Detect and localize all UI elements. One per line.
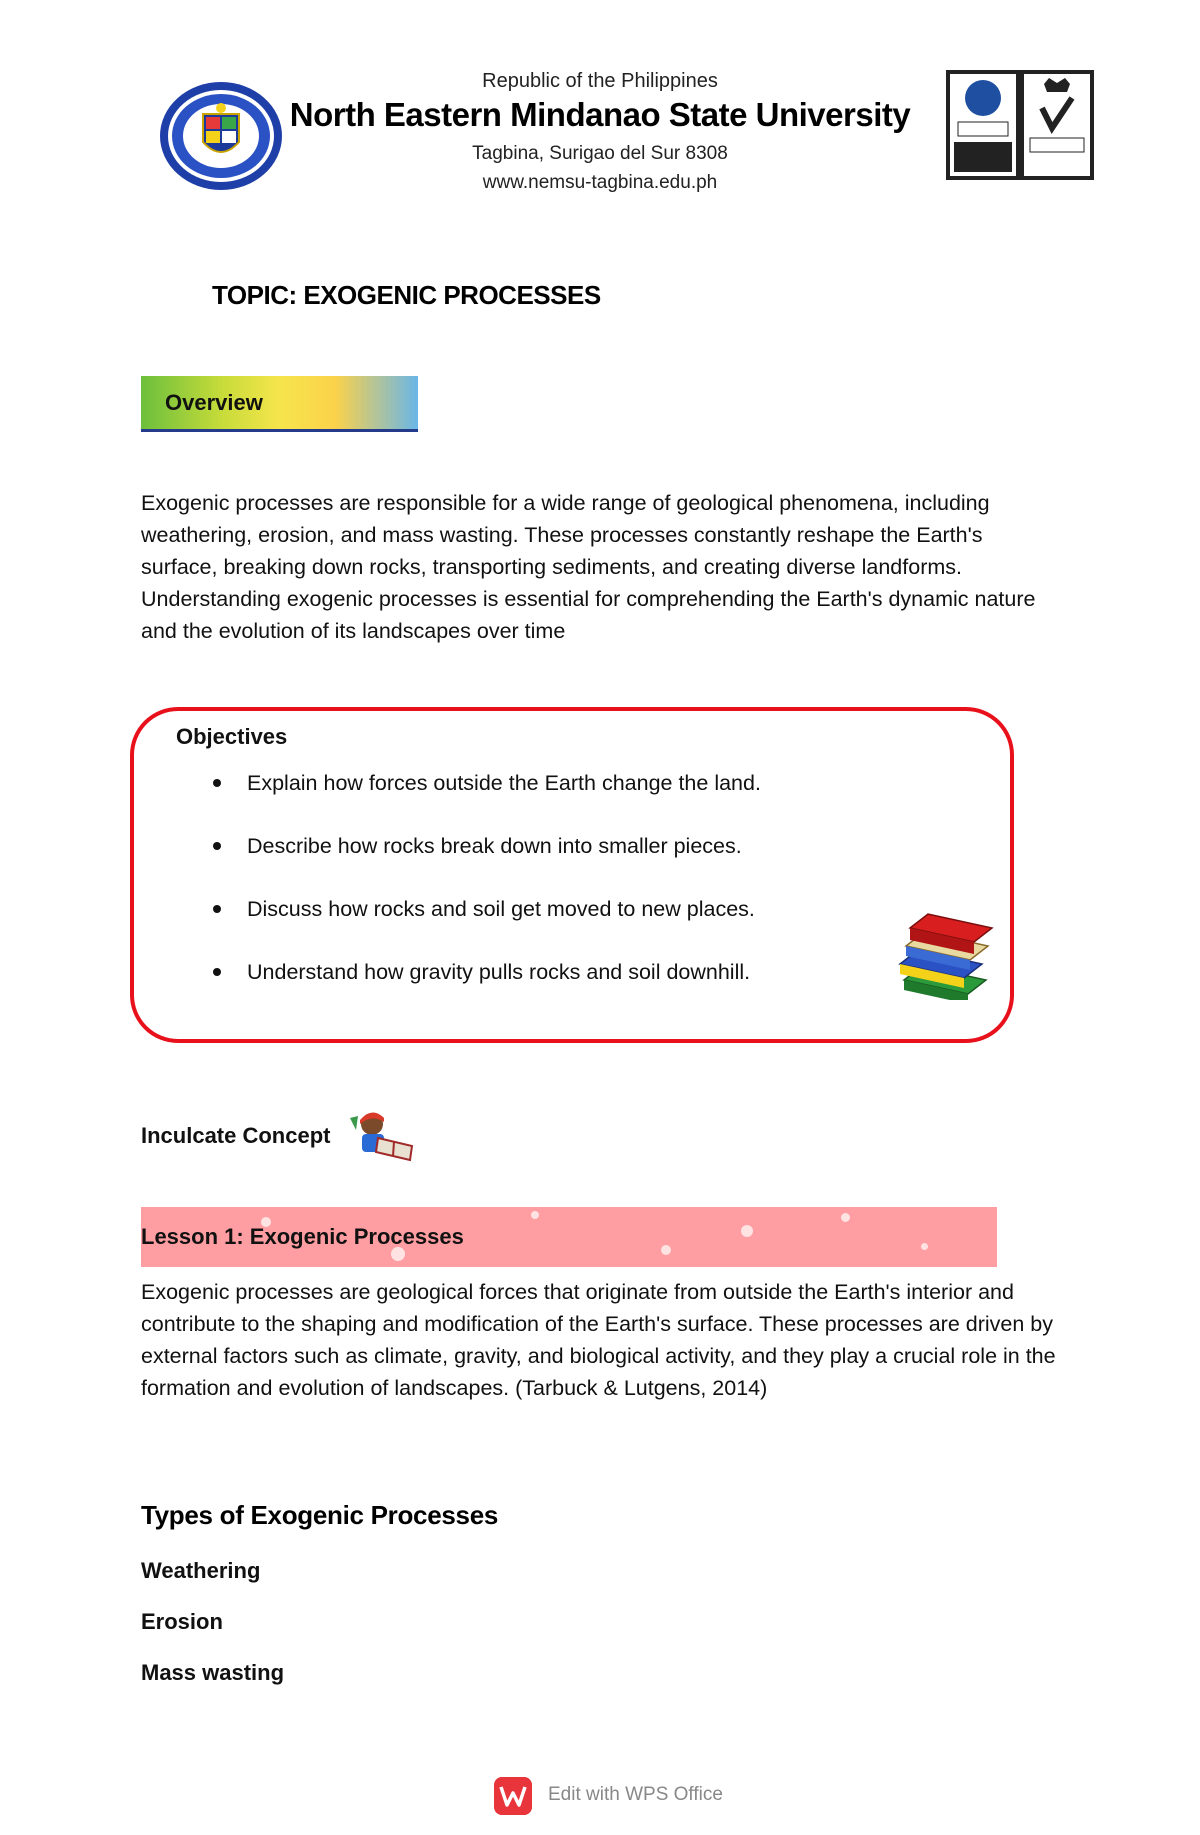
lesson-paragraph: Exogenic processes are geological forces that originate from outside the Earth's interior and contribute to the shaping and modification of the Earth's surface. These processes are driven by external factors such as climate, gravity, and biological activity, and they play a crucial role in the formation and evolution of landscapes. (Tarbuck & Lutgens, 2014): [141, 1280, 1056, 1400]
inculcate-heading: Inculcate Concept: [141, 1123, 331, 1148]
list-item: Discuss how rocks and soil get moved to new places.: [213, 896, 761, 959]
books-icon: [890, 910, 994, 1000]
type-weathering: Weathering: [141, 1558, 261, 1583]
overview-heading: Overview: [165, 390, 263, 415]
types-heading: Types of Exogenic Processes: [141, 1500, 499, 1530]
wps-logo-icon[interactable]: [494, 1777, 532, 1815]
wps-edit-link[interactable]: Edit with WPS Office: [548, 1784, 723, 1805]
iso-ukas-certification-icon: [946, 70, 1094, 180]
objectives-list: [213, 770, 761, 1022]
list-item: Understand how gravity pulls rocks and soil downhill.: [213, 959, 761, 1022]
university-name: North Eastern Mindanao State University: [289, 96, 911, 133]
overview-paragraph: Exogenic processes are responsible for a wide range of geological phenomena, including weathering, erosion, and mass wasting. These processes constantly reshape the Earth's surface, breaking down rocks, transporting sediments, and creating diverse landforms. Understanding exogenic processes is essential for comprehending the Earth's dynamic nature and the evolution of its landscapes over time: [141, 491, 1036, 643]
reading-child-icon: [350, 1108, 416, 1164]
list-item: Explain how forces outside the Earth change the land.: [213, 770, 761, 833]
republic-label: Republic of the Philippines: [482, 70, 718, 92]
objectives-heading: Objectives: [176, 724, 288, 749]
page-title: TOPIC: EXOGENIC PROCESSES: [212, 280, 601, 310]
university-address: Tagbina, Surigao del Sur 8308: [472, 143, 728, 164]
type-erosion: Erosion: [141, 1609, 223, 1634]
list-item: Describe how rocks break down into smaller pieces.: [213, 833, 761, 896]
type-mass-wasting: Mass wasting: [141, 1660, 285, 1685]
university-website: www.nemsu-tagbina.edu.ph: [482, 172, 718, 193]
lesson-heading: Lesson 1: Exogenic Processes: [141, 1224, 464, 1249]
